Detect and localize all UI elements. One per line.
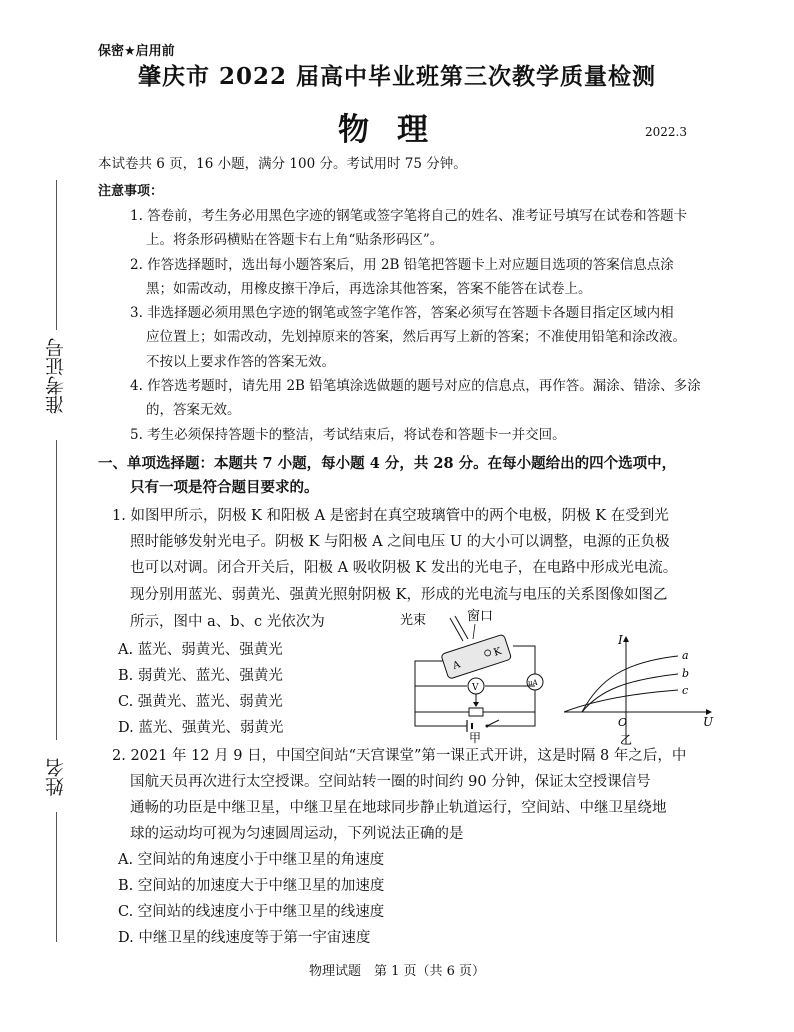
binding-line	[56, 440, 57, 740]
note-line: 不按以上要求作答的答案无效。	[146, 354, 335, 370]
note-line: 的，答案无效。	[146, 402, 241, 418]
option-a: A. 蓝光、弱黄光、强黄光	[118, 642, 283, 658]
note-line: 2. 作答选择题时，选出每小题答案后，用 2B 铅笔把答题卡上对应题目选项的答案信息点涂	[130, 257, 674, 273]
option-b: B. 弱黄光、蓝光、强黄光	[118, 668, 283, 684]
exam-intro: 本试卷共 6 页，16 小题，满分 100 分。考试用时 75 分钟。	[98, 156, 467, 172]
option-d: D. 中继卫星的线速度等于第一宇宙速度	[118, 930, 371, 946]
figure-caption-jia: 甲	[469, 731, 482, 744]
name-label: 姓名	[45, 758, 67, 796]
question-text: 球的运动均可视为匀速圆周运动，下列说法正确的是	[130, 826, 464, 842]
note-line: 黑；如需改动，用橡皮擦干净后，再选涂其他答案，答案不能答在试卷上。	[146, 281, 592, 297]
note-line: 应位置上；如需改动，先划掉原来的答案，然后再写上新的答案；不准使用铅笔和涂改液。	[146, 329, 686, 345]
question-text: 所示，图中 a、b、c 光依次为	[130, 614, 325, 630]
voltmeter-label: V	[472, 683, 479, 693]
iu-graph	[560, 632, 720, 748]
option-c: C. 强黄光、蓝光、弱黄光	[118, 694, 283, 710]
section-heading: 只有一项是符合题目要求的。	[130, 479, 319, 496]
curve-label-a: a	[682, 649, 689, 662]
question-text: 也可以对调。闭合开关后，阳极 A 吸收阴极 K 发出的光电子，在电路中形成光电流。	[130, 560, 678, 576]
note-line: 上。将条形码横贴在答题卡右上角“贴条形码区”。	[146, 232, 444, 248]
figure-caption-yi: 乙	[620, 733, 633, 747]
beam-label: 光束	[400, 613, 427, 628]
page-footer: 物理试题 第 1 页（共 6 页）	[308, 964, 486, 979]
question-text: 照时能够发射光电子。阴极 K 与阳极 A 之间电压 U 的大小可以调整，电源的正负极	[130, 534, 670, 550]
exam-title: 肇庆市 2022 届高中毕业班第三次教学质量检测	[137, 63, 657, 90]
anode-label: A	[451, 659, 462, 672]
question-text: 通畅的功臣是中继卫星，中继卫星在地球同步静止轨道运行，空间站、中继卫星绕地	[130, 800, 667, 816]
question-text: 现分别用蓝光、弱黄光、强黄光照射阴极 K，形成的光电流与电压的关系图像如图乙	[130, 587, 668, 603]
y-axis-label: I	[618, 633, 623, 647]
section-heading: 一、单项选择题：本题共 7 小题，每小题 4 分，共 28 分。在每小题给出的四个选项中，	[98, 455, 677, 472]
question-text: 国航天员再次进行太空授课。空间站转一圈的时间约 90 分钟，保证太空授课信号	[130, 774, 651, 790]
note-line: 1. 答卷前，考生务必用黑色字迹的钢笔或签字笔将自己的姓名、准考证号填写在试卷和答题卡	[130, 208, 688, 224]
question-text: 1. 如图甲所示，阴极 K 和阳极 A 是密封在真空玻璃管中的两个电极，阴极 K 在受到光	[112, 508, 669, 524]
origin-label: O	[618, 716, 628, 729]
ammeter-label: μA	[528, 679, 538, 687]
x-axis-label: U	[703, 715, 714, 729]
curve-a	[582, 656, 678, 712]
rheostat-icon	[469, 708, 483, 716]
curve-label-b: b	[682, 667, 690, 680]
exam-date: 2022.3	[645, 125, 687, 139]
curve-b	[582, 674, 678, 712]
curve-c	[564, 690, 678, 712]
binding-line	[56, 180, 57, 330]
circuit-diagram	[395, 606, 555, 744]
switch-icon	[487, 720, 499, 726]
note-line: 3. 非选择题必须用黑色字迹的钢笔或签字笔作答，答案必须写在答题卡各题目指定区域内相	[130, 305, 674, 321]
exam-number-label: 准考证号	[45, 338, 67, 414]
curve-label-c: c	[682, 684, 689, 697]
subject-title: 物理	[338, 112, 456, 148]
option-d: D. 蓝光、强黄光、弱黄光	[118, 720, 284, 736]
option-c: C. 空间站的线速度小于中继卫星的线速度	[118, 904, 385, 920]
question-text: 2. 2021 年 12 月 9 日，中国空间站“天宫课堂”第一课正式开讲，这是时隔 8 年之后，中	[112, 748, 687, 764]
note-line: 4. 作答选考题时，请先用 2B 铅笔填涂选做题的题号对应的信息点，再作答。漏涂、错涂、多涂	[130, 378, 701, 394]
confidential-tag: 保密★启用前	[98, 44, 175, 59]
option-a: A. 空间站的角速度小于中继卫星的角速度	[118, 852, 385, 868]
cathode-label: K	[492, 645, 503, 659]
option-b: B. 空间站的加速度大于中继卫星的加速度	[118, 878, 385, 894]
note-line: 5. 考生必须保持答题卡的整洁，考试结束后，将试卷和答题卡一并交回。	[130, 427, 566, 443]
binding-line	[56, 812, 57, 942]
window-label: 窗口	[467, 609, 494, 624]
notes-title: 注意事项：	[98, 184, 164, 199]
